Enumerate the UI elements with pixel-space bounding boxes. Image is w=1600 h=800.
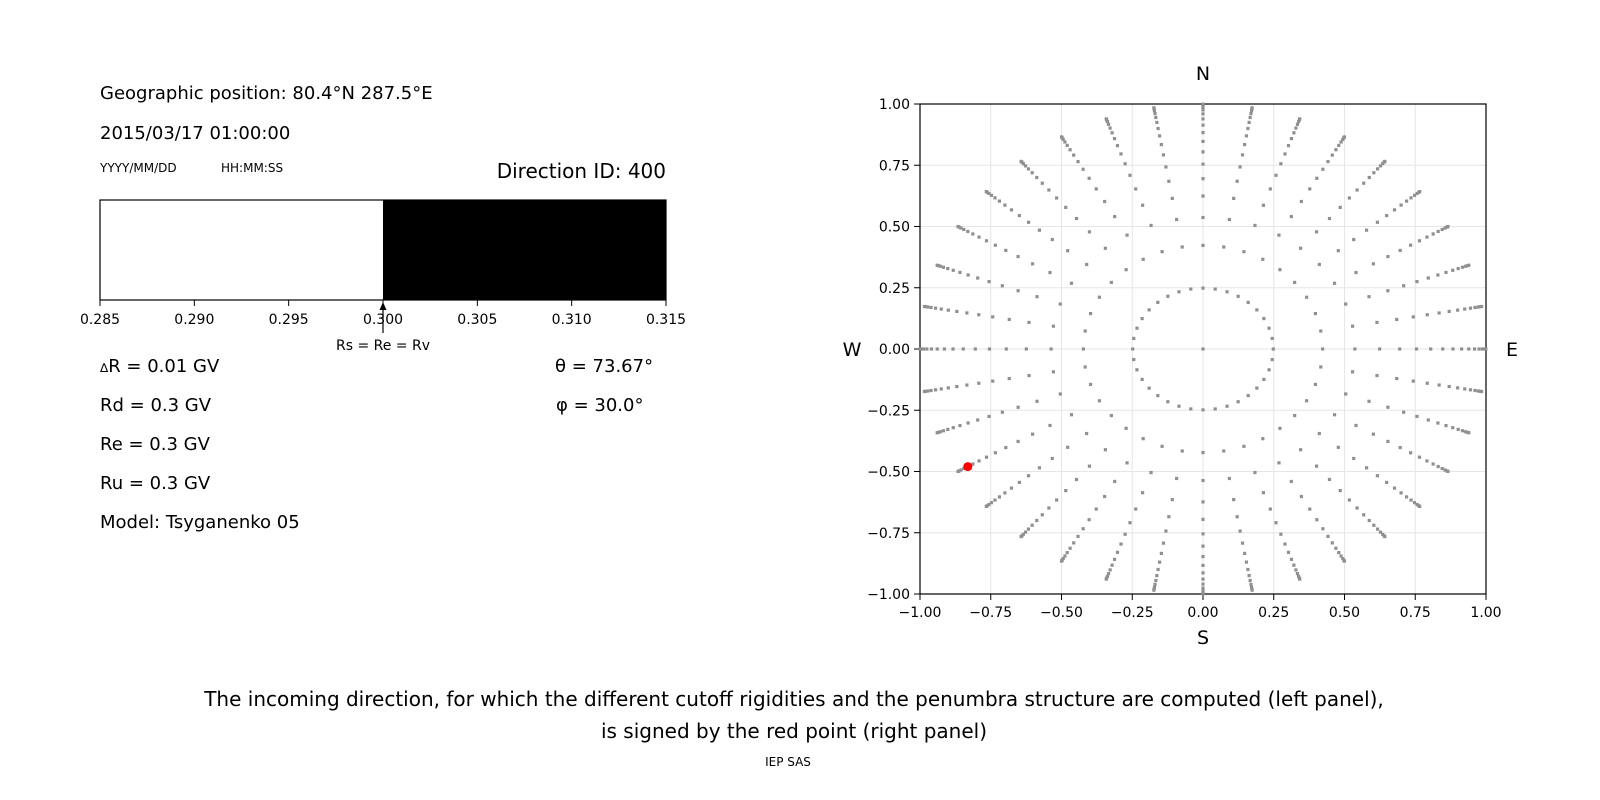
compass-north-label: N	[1195, 63, 1211, 85]
model-label: Model: Tsyganenko 05	[100, 512, 300, 533]
x-tick-label: −0.50	[1040, 605, 1083, 621]
y-tick-label: 0.00	[878, 342, 910, 358]
penumbra-segment-allowed	[100, 200, 383, 300]
penumbra-annotation	[336, 302, 430, 354]
y-tick-label: −0.25	[867, 403, 910, 420]
penumbra-tick-label: 0.295	[268, 312, 309, 328]
penumbra-tick-label: 0.305	[457, 312, 498, 328]
penumbra-bar	[100, 200, 666, 300]
phi-label: φ = 30.0°	[556, 395, 644, 416]
y-tick-label: −1.00	[867, 587, 910, 603]
direction-scatter-plot	[820, 40, 1560, 660]
y-tick-label: 0.75	[878, 158, 910, 175]
penumbra-tick-label: 0.285	[80, 312, 121, 328]
delta-symbol: ∆	[100, 361, 109, 375]
y-tick-label: 0.50	[878, 219, 910, 236]
penumbra-segment-forbidden	[383, 200, 666, 300]
x-tick-label: 0.00	[1187, 605, 1219, 621]
compass-south-label: S	[1196, 627, 1210, 649]
geographic-position-label: Geographic position: 80.4°N 287.5°E	[100, 83, 433, 104]
time-format-label: HH:MM:SS	[221, 161, 284, 175]
theta-label: θ = 73.67°	[555, 356, 654, 377]
date-format-label: YYYY/MM/DD	[100, 161, 177, 175]
penumbra-tick-label: 0.315	[645, 312, 687, 328]
credit-label: IEP SAS	[765, 755, 811, 769]
x-tick-label: −1.00	[898, 605, 942, 621]
x-tick-label: −0.25	[1110, 605, 1154, 621]
penumbra-bar-chart	[80, 190, 720, 365]
rd-label: Rd = 0.3 GV	[100, 395, 212, 416]
compass-west-label: W	[842, 339, 862, 361]
plot-axes	[867, 97, 1501, 621]
x-tick-label: 0.50	[1328, 605, 1361, 621]
x-tick-label: 0.75	[1399, 605, 1431, 621]
compass-east-label: E	[1505, 339, 1519, 361]
y-tick-label: −0.50	[867, 464, 910, 481]
x-tick-label: −0.75	[969, 605, 1013, 621]
y-tick-label: −0.75	[867, 525, 910, 542]
compass-labels	[843, 63, 1518, 649]
caption-line-1: The incoming direction, for which the different cutoff rigidities and the penumbra structure are computed (left panel),	[204, 687, 1384, 711]
re-label: Re = 0.3 GV	[100, 434, 210, 455]
delta-r-label	[100, 357, 219, 377]
penumbra-tick-label: 0.290	[174, 312, 215, 328]
y-tick-label: 1.00	[878, 97, 910, 113]
direction-id-label: Direction ID: 400	[496, 159, 666, 183]
penumbra-tick-label: 0.300	[362, 312, 404, 328]
x-tick-label: 0.25	[1258, 605, 1290, 621]
delta-r-value: R = 0.01 GV	[108, 356, 220, 377]
selected-direction-red-point	[963, 462, 972, 471]
penumbra-annotation-label: Rs = Re = Rv	[335, 338, 431, 354]
ru-label: Ru = 0.3 GV	[100, 473, 211, 494]
caption-line-2: is signed by the red point (right panel)	[600, 719, 988, 743]
y-tick-label: 0.25	[878, 280, 910, 297]
datetime-label: 2015/03/17 01:00:00	[100, 123, 291, 144]
penumbra-tick-label: 0.310	[551, 312, 592, 328]
x-tick-label: 1.00	[1470, 605, 1502, 621]
